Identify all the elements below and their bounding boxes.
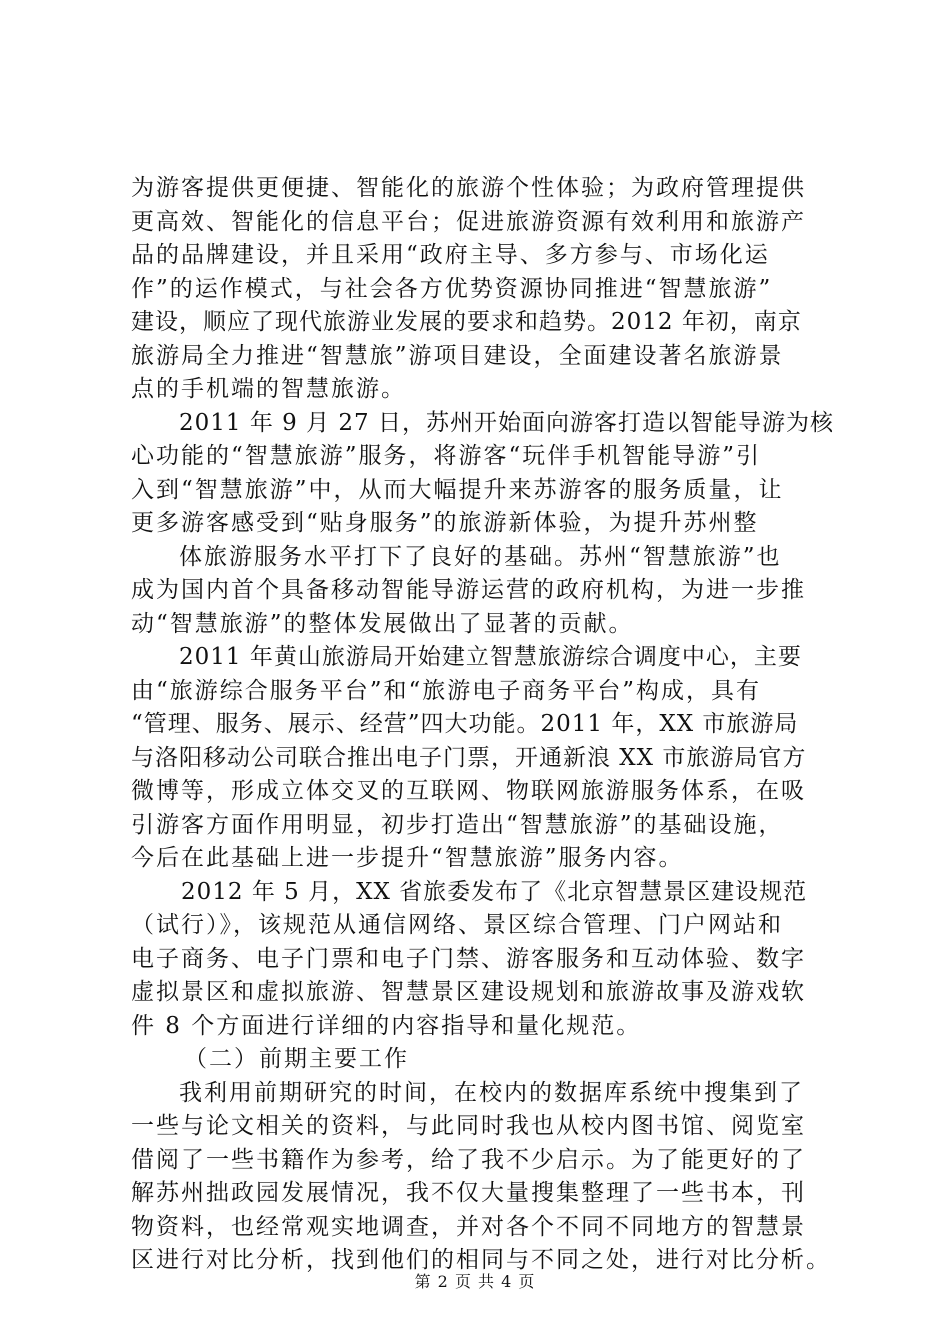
paragraph-start-line: 我利用前期研究的时间，在校内的数据库系统中搜集到了 — [179, 1079, 804, 1106]
paragraph-start-line: 体旅游服务水平打下了良好的基础。苏州“智慧旅游”也 — [179, 543, 782, 570]
text-line: 建设，顺应了现代旅游业发展的要求和趋势。2012 年初，南京 — [131, 309, 802, 335]
text-line: 更高效、智能化的信息平台；促进旅游资源有效利用和旅游产 — [131, 208, 806, 235]
paragraph-start-line: 2011 年 9 月 27 日，苏州开始面向游客打造以智能导游为核 — [179, 409, 834, 436]
text-line: 物资料，也经常观实地调查，并对各个不同不同地方的智慧景 — [131, 1213, 806, 1240]
text-line: 成为国内首个具备移动智能导游运营的政府机构，为进一步推 — [131, 577, 806, 603]
text-line: 区进行对比分析，找到他们的相同与不同之处，进行对比分析。 — [131, 1247, 831, 1273]
paragraph-start-line: 2011 年黄山旅游局开始建立智慧旅游综合调度中心，主要 — [179, 644, 802, 670]
page-footer: 第 2 页 共 4 页 — [414, 1272, 536, 1291]
text-line: 为游客提供更便捷、智能化的旅游个性体验；为政府管理提供 — [131, 175, 806, 201]
text-line: 一些与论文相关的资料，与此同时我也从校内图书馆、阅览室 — [131, 1113, 806, 1139]
text-line: 与洛阳移动公司联合推出电子门票，开通新浪 XX 市旅游局官方 — [131, 744, 807, 771]
body-text — [131, 172, 834, 1278]
text-line: 引游客方面作用明显，初步打造出“智慧旅游”的基础设施， — [131, 811, 784, 838]
text-line: 借阅了一些书籍作为参考，给了我不少启示。为了能更好的了 — [131, 1146, 806, 1173]
text-line: 微博等，形成立体交叉的互联网、物联网旅游服务体系，在吸 — [131, 778, 806, 804]
text-line: 品的品牌建设，并且采用“政府主导、多方参与、市场化运 — [131, 242, 770, 268]
paragraph-start-line: 2012 年 5 月，XX 省旅委发布了《北京智慧景区建设规范 — [181, 878, 808, 905]
section-heading: （二）前期主要工作 — [184, 1046, 409, 1072]
text-line: 作”的运作模式，与社会各方优势资源协同推进“智慧旅游” — [131, 275, 773, 302]
text-line: （试行）》，该规范从通信网络、景区综合管理、门户网站和 — [131, 912, 783, 938]
text-line: 电子商务、电子门票和电子门禁、游客服务和互动体验、数字 — [131, 945, 806, 972]
text-line: 动“智慧旅游”的整体发展做出了显著的贡献。 — [131, 610, 634, 637]
text-line: 今后在此基础上进一步提升“智慧旅游”服务内容。 — [131, 845, 684, 871]
text-line: 件 8 个方面进行详细的内容指导和量化规范。 — [131, 1012, 642, 1039]
text-line: 入到“智慧旅游”中，从而大幅提升来苏游客的服务质量，让 — [131, 476, 784, 503]
text-line: 由“旅游综合服务平台”和“旅游电子商务平台”构成，具有 — [131, 677, 762, 704]
text-line: 点的手机端的智慧旅游。 — [131, 376, 406, 402]
text-line: 解苏州拙政园发展情况，我不仅大量搜集整理了一些书本，刊 — [131, 1180, 806, 1206]
text-line: 旅游局全力推进“智慧旅”游项目建设，全面建设著名旅游景 — [131, 342, 784, 369]
text-line: 虚拟景区和虚拟旅游、智慧景区建设规划和旅游故事及游戏软 — [131, 979, 806, 1005]
text-line: “管理、服务、展示、经营”四大功能。2011 年，XX 市旅游局 — [131, 711, 799, 737]
text-line: 心功能的“智慧旅游”服务，将游客“玩伴手机智能导游”引 — [131, 443, 762, 469]
text-line: 更多游客感受到“贴身服务”的旅游新体验，为提升苏州整 — [131, 510, 759, 536]
